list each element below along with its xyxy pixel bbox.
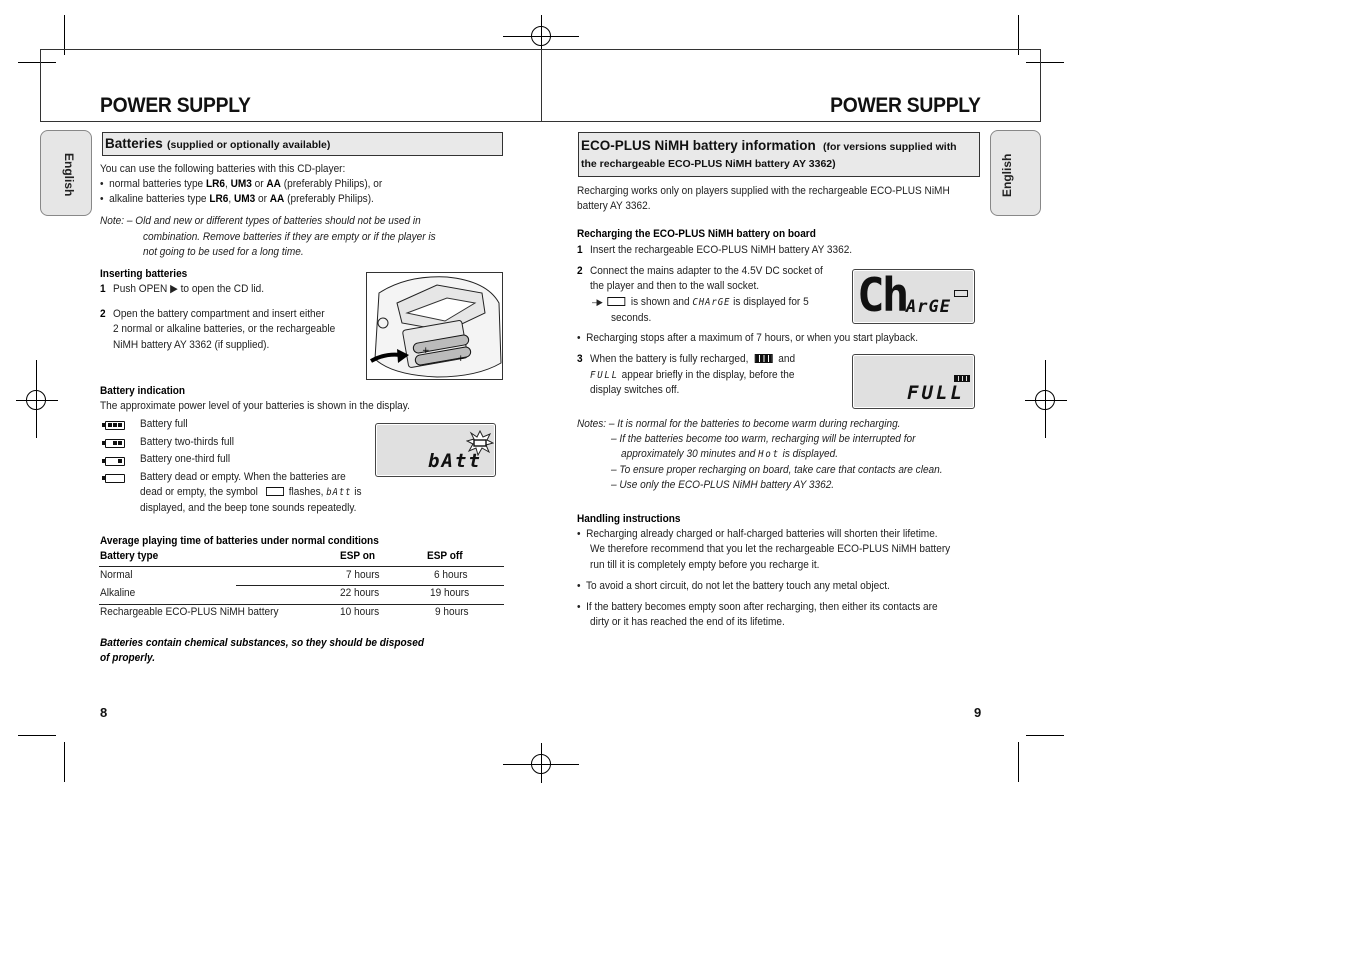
text: approximately 30 minutes and (621, 448, 756, 460)
note-text: – If the batteries become too warm, recharging will be interrupted for (611, 433, 916, 445)
language-tab (990, 130, 1041, 216)
lcd-inline-text: Hot (758, 449, 780, 460)
step-text (592, 295, 809, 311)
text: (preferably Philips), or (280, 178, 383, 190)
note-text: combination. Remove batteries if they are empty or if the player is (143, 231, 436, 243)
section-subheading: the rechargeable ECO-PLUS NiMH battery AY 3362) (581, 158, 836, 170)
note-text: Notes: – It is normal for the batteries to become warm during recharging. (577, 418, 901, 430)
bullet-item: • To avoid a short circuit, do not let the battery touch any metal object. (577, 580, 890, 592)
battery-full-icon (105, 421, 125, 430)
text: LR6 (205, 178, 225, 190)
crop-mark (1018, 742, 1019, 782)
step-text: Insert the rechargeable ECO-PLUS NiMH battery AY 3362. (590, 244, 853, 256)
step-text: NiMH battery AY 3362 (if supplied). (113, 339, 270, 351)
table-cell: 22 hours (340, 587, 380, 599)
battery-empty-icon (266, 487, 284, 496)
table-cell: 7 hours (346, 569, 380, 581)
svg-text:+: + (422, 346, 430, 356)
battery-empty-icon (105, 474, 125, 483)
indicator-label: Battery full (140, 418, 188, 430)
note-text: not going to be used for a long time. (143, 246, 304, 258)
arrow-icon: –▶ (592, 297, 603, 307)
svg-text:+: + (457, 354, 465, 364)
text: or (251, 178, 267, 190)
text: UM3 (230, 178, 252, 190)
bullet-item: • Recharging stops after a maximum of 7 hours, or when you start playback. (577, 332, 919, 344)
tab-label: English (62, 153, 76, 197)
battery-flash-icon (466, 430, 494, 456)
step-text: display switches off. (590, 384, 680, 396)
step-number: 2 (100, 308, 106, 320)
subheading: Battery indication (100, 385, 186, 397)
language-tab (40, 130, 92, 216)
registration-line (1045, 360, 1046, 438)
section-heading-box (102, 132, 503, 156)
section-heading: Batteries (105, 136, 163, 151)
text: Recharging stops after a maximum of 7 hours, or when you start playback. (586, 332, 919, 344)
text: UM3 (233, 193, 256, 205)
text: flashes, (288, 486, 324, 498)
text: LR6 (209, 193, 229, 205)
subheading: Recharging the ECO-PLUS NiMH battery on board (577, 228, 816, 240)
step-text: 2 normal or alkaline batteries, or the rechargeable (113, 323, 336, 335)
section-heading-box (578, 132, 980, 177)
step-number: 1 (100, 283, 106, 295)
battery-full-icon (954, 375, 970, 382)
text: Recharging already charged or half-charged batteries will shorten their lifetime. (586, 528, 938, 540)
table-cell: Alkaline (100, 587, 136, 599)
table-rule (99, 566, 504, 567)
step-number: 3 (577, 353, 583, 365)
lcd-text: FULL (907, 382, 965, 404)
table-header: ESP on (340, 550, 376, 562)
registration-line (16, 400, 58, 401)
page-number: 9 (974, 705, 982, 720)
lcd-inline-text: CHArGE (692, 297, 731, 308)
section-subheading: (supplied or optionally available) (167, 139, 331, 151)
step-number: 1 (577, 244, 583, 256)
lcd-text: Ch (857, 268, 907, 322)
text: or (255, 193, 270, 205)
step-number: 2 (577, 265, 583, 277)
table-cell: Normal (100, 569, 133, 581)
step-text: the player and then to the wall socket. (590, 280, 760, 292)
text: AA (266, 178, 281, 190)
note-text: Note: – Old and new or different types of batteries should not be used in (100, 215, 421, 227)
lcd-display-charge (852, 269, 975, 324)
note-text: – Use only the ECO-PLUS NiMH battery AY 3362. (611, 479, 835, 491)
bullet-continuation: dirty or it has reached the end of its lifetime. (590, 616, 785, 628)
registration-line (1025, 400, 1067, 401)
registration-line (503, 764, 579, 765)
table-cell: 19 hours (430, 587, 470, 599)
step-text: Push OPEN ▶ to open the CD lid. (113, 283, 265, 295)
page-title: POWER SUPPLY (100, 94, 251, 117)
text: When the battery is fully recharged, (590, 353, 749, 365)
bullet-item: • If the battery becomes empty soon after recharging, then either its contacts are (577, 601, 938, 613)
body-text: Recharging works only on players supplied with the rechargeable ECO-PLUS NiMH (577, 185, 950, 197)
intro-text: You can use the following batteries with this CD-player: (100, 163, 346, 175)
subheading: Average playing time of batteries under normal conditions (100, 535, 379, 547)
table-cell: Rechargeable ECO-PLUS NiMH battery (100, 606, 279, 618)
crop-mark (18, 735, 56, 736)
lcd-text: ArGE (906, 297, 951, 317)
header-rule (40, 121, 1041, 122)
subheading: Inserting batteries (100, 268, 188, 280)
battery-icon (954, 290, 968, 297)
table-cell: 9 hours (435, 606, 469, 618)
battery-one-third-icon (105, 457, 125, 466)
bullet-item: • Recharging already charged or half-charged batteries will shorten their lifetime. (577, 528, 938, 540)
battery-empty-icon (607, 297, 625, 306)
text: is shown and (630, 296, 690, 308)
text: , (228, 193, 234, 205)
text: normal batteries type (109, 178, 206, 190)
text: To avoid a short circuit, do not let the battery touch any metal object. (585, 580, 890, 592)
table-header: ESP off (427, 550, 463, 562)
lcd-display-full (852, 354, 975, 409)
disposal-warning: Batteries contain chemical substances, so they should be disposed (100, 637, 424, 649)
indicator-label (140, 485, 362, 501)
registration-line (541, 743, 542, 783)
registration-line (503, 36, 579, 37)
step-text (590, 368, 794, 384)
body-text: The approximate power level of your batteries is shown in the display. (100, 400, 410, 412)
text: is (354, 486, 362, 498)
indicator-label: displayed, and the beep tone sounds repeatedly. (140, 502, 357, 514)
section-heading: ECO-PLUS NiMH battery information (581, 138, 816, 153)
text: If the battery becomes empty soon after recharging, then either its contacts are (586, 601, 938, 613)
indicator-label: Battery two-thirds full (140, 436, 235, 448)
registration-line (36, 360, 37, 438)
tab-label: English (1000, 153, 1014, 197)
indicator-label: Battery dead or empty. When the batteries are (140, 471, 346, 483)
table-cell: 10 hours (340, 606, 380, 618)
text: (preferably Philips). (284, 193, 374, 205)
battery-two-thirds-icon (105, 439, 125, 448)
step-text: Connect the mains adapter to the 4.5V DC socket of (590, 265, 823, 277)
text: is displayed for 5 (733, 296, 809, 308)
table-cell: 6 hours (434, 569, 468, 581)
bullet-item: • normal batteries type LR6, UM3 or AA (preferably Philips), or (100, 178, 383, 190)
text: AA (269, 193, 285, 205)
lcd-text: bAtt (428, 450, 482, 472)
disposal-warning: of properly. (100, 652, 156, 664)
battery-full-icon (755, 354, 773, 363)
bullet-item: • alkaline batteries type LR6, UM3 or AA (preferably Philips). (100, 193, 374, 205)
page-title: POWER SUPPLY (830, 94, 981, 117)
bullet-continuation: We therefore recommend that you let the rechargeable ECO-PLUS NiMH battery (590, 543, 951, 555)
crop-mark (64, 742, 65, 782)
text: , (224, 178, 231, 190)
page-number: 8 (100, 705, 108, 720)
body-text: battery AY 3362. (577, 200, 651, 212)
lcd-inline-text: FULL (590, 370, 619, 381)
text: is displayed. (782, 448, 839, 460)
subheading: Handling instructions (577, 513, 681, 525)
step-text: seconds. (611, 312, 652, 324)
text: appear briefly in the display, before the (621, 369, 795, 381)
lcd-inline-text: bAtt (326, 487, 352, 498)
lcd-display-batt (375, 423, 496, 477)
step-text (590, 352, 795, 368)
text: dead or empty, the symbol (140, 486, 258, 498)
crop-mark (1026, 735, 1064, 736)
bullet-continuation: run till it is completely empty before you recharge it. (590, 559, 820, 571)
text: alkaline batteries type (109, 193, 210, 205)
step-text: Open the battery compartment and insert either (113, 308, 325, 320)
indicator-label: Battery one-third full (140, 453, 231, 465)
battery-compartment-illustration (366, 272, 503, 380)
table-header: Battery type (100, 550, 159, 562)
battery-compartment-drawing (367, 273, 502, 379)
note-text: – To ensure proper recharging on board, take care that contacts are clean. (611, 464, 943, 476)
note-text (621, 447, 838, 463)
text: and (778, 353, 796, 365)
section-subheading: (for versions supplied with (823, 141, 957, 153)
